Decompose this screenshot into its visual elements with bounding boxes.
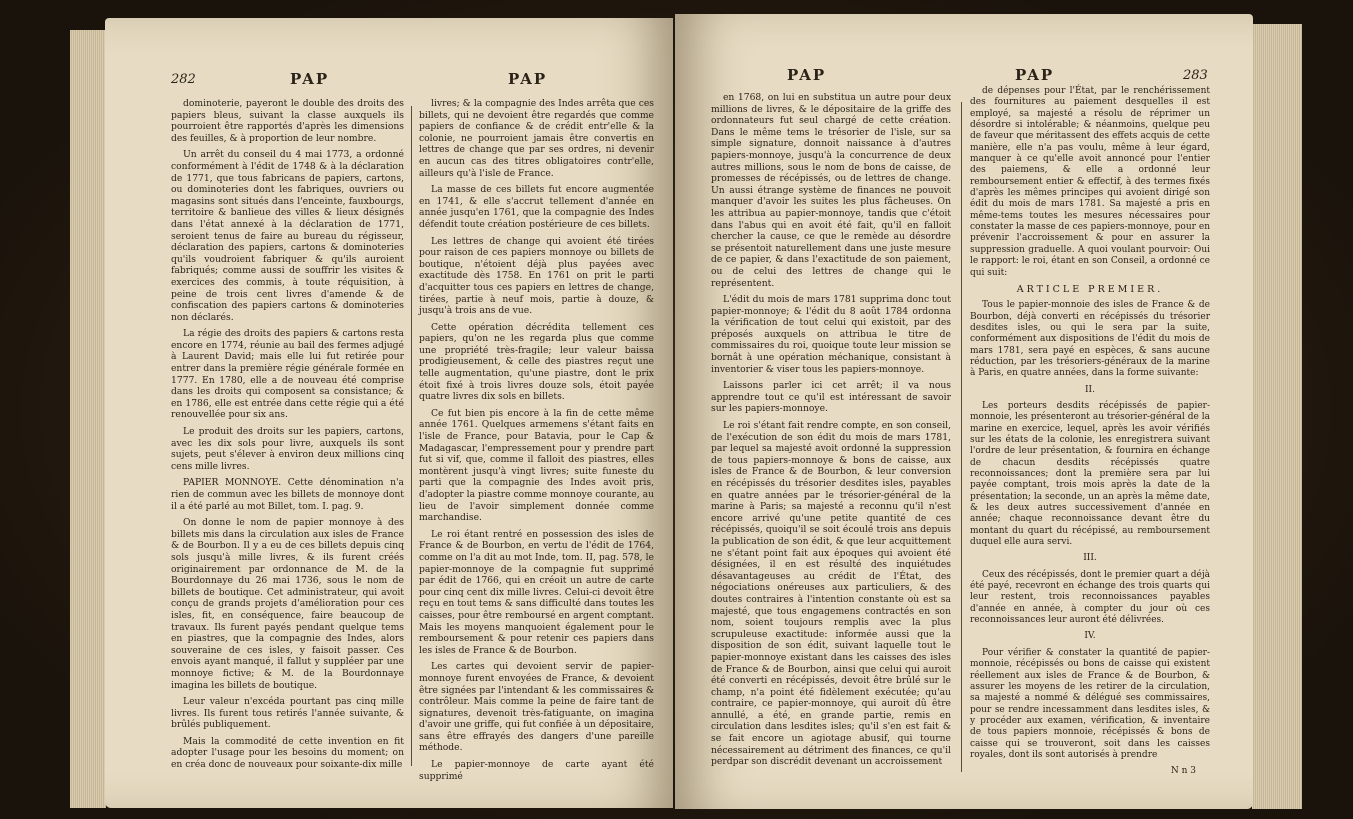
paragraph: Pour vérifier & constater la quantité de papier-monnoie, récépissés ou bons de caisse qui existent réellement aux isles de France & de Bourbon, & assurer les moyens de les retirer de la circulation, sa majesté a nommé & délégué ses commissaires, pour se rendre incessamment dans lesdites isles, & y procéder aux examen, vérification, & inventaire de tous papiers monnoie, récépissés & bons de caisse qui se trouveront, soit dans les caisses royales, dont ils sont autorisés à prendre: [970, 647, 1210, 760]
paragraph: Les porteurs desdits récépissés de papier-monnoie, les présenteront au trésorier-général de la marine en exercice, lequel, après les avoir vérifiés sur les états de la colonie, les enregistrera suivant l'ordre de leur présentation, & fournira en échange de chacun desdits récépissés quatre reconnoissances; dont la première sera par lui payée comptant, trois mois après la date de la présentation; la seconde, un an après la même date, & les deux autres successivement d'année en année; chaque reconnoissance devant être du montant du quart du récépissé, au remboursement duquel elle aura servi.: [970, 400, 1210, 548]
paragraph: Le roi étant rentré en possession des isles de France & de Bourbon, en vertu de l'édit de 1764, comme on l'a dit au mot Inde, tom. II, pag. 578, le papier-monnoye de la compagnie fut supprimé par édit de 1766, qui en créoit un autre de carte pour cinq cent dix mille livres. Celui-ci devoit être reçu en tout tems & sans difficulté dans toutes les caisses, pour être remboursé en argent comptant. Mais les moyens manquoient également pour le remboursement & pour retenir ces papiers dans les isles de France & de Bourbon.: [419, 528, 654, 656]
left-page: [105, 18, 673, 808]
paragraph: La régie des droits des papiers & cartons resta encore en 1774, réunie au bail des fermes adjugé à Laurent David; mais elle lui fut retirée pour entrer dans la première régie générale formée en 1777. En 1780, elle a de nouveau été comprise dans les droits qui composent sa consistance; & en 1786, elle est entrée dans cette régie qui a été renouvellée pour six ans.: [171, 328, 404, 421]
paragraph: Cette opération décrédita tellement ces papiers, qu'on ne les regarda plus que comme une propriété très-fragile; leur valeur baissa prodigieusement, & celle des piastres reçut une telle augmentation, qu'une piastre, dont le prix étoit fixé à trois livres douze sols, étoit payée quatre livres dix sols en billets.: [419, 321, 654, 403]
left-running-head-1: PAP: [290, 70, 330, 88]
left-page-edges: [70, 30, 106, 808]
paragraph: Le produit des droits sur les papiers, cartons, avec les dix sols pour livre, auxquels ils sont sujets, peut s'élever à environ deux millions cinq cens mille livres.: [171, 426, 404, 472]
column-rule: [411, 106, 412, 766]
paragraph: Le papier-monnoye de carte ayant été supprimé: [419, 759, 654, 782]
right-page-edges: [1252, 24, 1302, 809]
left-column-1: [171, 98, 404, 776]
paragraph: II.: [1085, 384, 1095, 395]
paragraph: de dépenses pour l'État, par le renchérissement des fournitures au paiement desquelles il est employé, sa majesté a résolu de réprimer un désordre si intolérable; & néanmoins, quelque peu de faveur que méritassent des effets acquis de cette manière, elle n'a pas voulu, même à leur égard, manquer à ce qu'elle avoit annoncé pour l'entier des paiemens, & elle a ordonné leur remboursement entier & effectif, à des termes fixés d'après les mêmes principes qui avoient dirigé son édit du mois de mars 1781. Sa majesté a pris en même-tems toutes les mesures nécessaires pour constater la masse de ces papiers-monnoye, pour en prévenir l'accroissement & pour en assurer la suppression graduelle. A quoi voulant pourvoir: Oui le rapport: le roi, étant en son Conseil, a ordonné ce qui suit:: [970, 86, 1210, 278]
paragraph: On donne le nom de papier monnoye à des billets mis dans la circulation aux isles de France & de Bourbon. Il y a eu de ces billets depuis cinq sols jusqu'à mille livres, & ils furent créés originairement par ordonnance de M. de la Bourdonnaye du 26 mai 1736, sous le nom de billets de boutique. Cet administrateur, qui avoit conçu de grands projets d'amélioration pour ces isles, fit, en conséquence, faire beaucoup de travaux. Ils furent payés pendant quelque tems en piastres, que la compagnie des Indes, alors souveraine de ces isles, y faisoit passer. Ces envois ayant manqué, il fallut y suppléer par une monnoye fictive; & M. de la Bourdonnaye imagina les billets de boutique.: [171, 517, 404, 691]
left-page-number: 282: [171, 72, 196, 87]
paragraph: PAPIER MONNOYE. Cette dénomination n'a rien de commun avec les billets de monnoye dont il a été parlé au mot Billet, tom. I. pag. 9.: [171, 477, 404, 512]
right-column-1: [711, 92, 951, 773]
paragraph: livres; & la compagnie des Indes arrêta que ces billets, qui ne devoient être regardés que comme papiers de confiance & de crédit entr'elle & la colonie, ne pourroient jamais être convertis en lettres de change que par ses ordres, ni devenir en aucun cas des titres obligatoires contr'elle, ailleurs qu'à l'isle de France.: [419, 98, 654, 179]
paragraph: Les lettres de change qui avoient été tirées pour raison de ces papiers monnoye ou billets de boutique, n'étoient déjà plus payées avec exactitude dès 1758. En 1761 on prit le parti d'acquitter tous ces papiers en lettres de change, tirées, partie à neuf mois, partie à douze, & jusqu'à trois ans de vue.: [419, 235, 654, 317]
paragraph: ARTICLE PREMIER.: [1016, 283, 1164, 295]
paragraph: Les cartes qui devoient servir de papier-monnoye furent envoyées de France, & devoient être signées par l'intendant & les commissaires & contrôleur. Mais comme la peine de faire tant de signatures, devenoit très-fatiguante, on imagina d'avoir une griffe, qui fut confiée à un dépositaire, sans être effrayés des dangers d'une pareille méthode.: [419, 661, 654, 754]
right-running-head-1: PAP: [787, 66, 827, 84]
paragraph: Laissons parler ici cet arrêt; il va nous apprendre tout ce qu'il est intéressant de savoir sur les papiers-monnoye.: [711, 380, 951, 415]
column-rule: [961, 102, 962, 772]
left-column-2: [419, 98, 654, 787]
paragraph: III.: [1083, 553, 1097, 564]
paragraph: Le roi s'étant fait rendre compte, en son conseil, de l'exécution de son édit du mois de mars 1781, par lequel sa majesté avoit ordonné la suppression de tous papiers-monnoye & bons de caisse, aux isles de France & de Bourbon, & leur conversion en récépissés du trésorier desdites isles, payables en quatre années par le trésorier-général de la marine à Paris; sa majesté a reconnu qu'il n'est encore arrivé qu'une petite quantité de ces récépissés, quoiqu'il se soit écoulé trois ans depuis la publication de son édit, & que leur acquittement ne s'étant point fait aux époques qui avoient été désignées, il en est résulté des inquiétudes désavantageuses au crédit de l'État, des négociations onéreuses aux particuliers, & des doutes contraires à l'intention constante où est sa majesté, que tous engagemens contractés en son nom, soient toujours remplis avec la plus scrupuleuse exactitude: informée aussi que la disposition de son édit, suivant laquelle tout le papier-monnoye existant dans les caisses des isles de France & de Bourbon, ainsi que celui qui auroit été converti en récépissés, devoit être brûlé sur le champ, n'a point été fidèlement exécutée; qu'au contraire, ce papier-monnoye, qui auroit dû être annullé, a été, en grande partie, remis en circulation dans lesdites isles; qu'il s'en est fait & se fait encore un agiotage abusif, qui tourne nécessairement au détriment des finances, ce qu'il perdpar son discrédit devenant un accroissement: [711, 420, 951, 768]
paragraph: Un arrêt du conseil du 4 mai 1773, a ordonné conformément à l'édit de 1748 & à la déclaration de 1771, que tous fabricans de papiers, cartons, ou dominoteries dont les fabriques, ouvriers ou magasins sont situés dans l'enceinte, fauxbourgs, territoire & banlieue des villes & lieux désignés dans l'état annexé à la déclaration de 1771, seroient tenus de faire au bureau du régisseur, déclaration des papiers, cartons & dominoteries qu'ils voudroient fabriquer & qu'ils auroient fabriqués; comme aussi de souffrir les visites & exercices des commis, à toute réquisition, à peine de trois cent livres d'amende & de confiscation des papiers cartons & dominoteries non déclarés.: [171, 149, 404, 323]
right-page-number: 283: [1183, 68, 1208, 83]
paragraph: IV.: [1084, 631, 1096, 642]
right-column-2: [970, 86, 1210, 783]
right-running-head-2: PAP: [1015, 66, 1055, 84]
paragraph: Ce fut bien pis encore à la fin de cette même année 1761. Quelques armemens s'étant faits en l'isle de France, pour Batavia, pour le Cap & Madagascar, l'empressement pour y prendre part fut si vif, que, comme il falloit des piastres, elles montèrent jusqu'à vingt livres; suite funeste du parti que la compagnie des Indes avoit pris, d'adopter la piastre comme monnoye courante, au lieu de l'avoir simplement donnée comme marchandise.: [419, 407, 654, 524]
paragraph: Tous le papier-monnoie des isles de France & de Bourbon, déjà converti en récépissés du trésorier desdites isles, ou qui le sera par la suite, conformément aux dispositions de l'édit du mois de mars 1781, sera payé en espèces, & sans aucune réduction, par les trésoriers-généraux de la marine à Paris, en quatre années, dans la forme suivante:: [970, 300, 1210, 379]
paragraph: Leur valeur n'excéda pourtant pas cinq mille livres. Ils furent tous retirés l'année suivante, & brûlés publiquement.: [171, 696, 404, 731]
right-page: [675, 14, 1253, 809]
paragraph: L'édit du mois de mars 1781 supprima donc tout papier-monnoye; & l'édit du 8 août 1784 ordonna la vérification de tout celui qui existoit, par des préposés auxquels on attribua le titre de commissaires du roi, quoique toute leur mission se bornât à une opération méchanique, consistant à inventorier & viser tous les papiers-monnoye.: [711, 294, 951, 375]
paragraph: La masse de ces billets fut encore augmentée en 1741, & elle s'accrut tellement d'année en année jusqu'en 1761, que la compagnie des Indes défendit toute création postérieure de ces billets.: [419, 184, 654, 230]
paragraph: dominoterie, payeront le double des droits des papiers bleus, suivant la classe auxquels ils pourroient être rapportés d'après les dimensions des feuilles, & à proportion de leur nombre.: [171, 98, 404, 144]
signature-mark: N n 3: [1170, 766, 1196, 777]
paragraph: Ceux des récépissés, dont le premier quart a déjà été payé, recevront en échange des trois quarts qui leur restent, trois reconnoissances payables d'année en année, à compter du jour où ces reconnoissances leur auront été délivrées.: [970, 569, 1210, 626]
left-running-head-2: PAP: [508, 70, 548, 88]
paragraph: en 1768, on lui en substitua un autre pour deux millions de livres, & le dépositaire de la griffe des ordonnateurs fut seul chargé de cette création. Dans le même tems le trésorier de l'isle, sur sa simple signature, donnoit naissance à d'autres papiers-monnoye, jusqu'à la concurrence de deux autres millions, sous le nom de bons de caisse, de promesses de récépissés, ou de lettres de change. Un aussi étrange système de finances ne pouvoit manquer d'avoir les suites les plus fâcheuses. On les attribua au papier-monnoye, tandis que c'étoit dans l'abus qui en avoit été fait, qu'il en falloit chercher la cause, ce que le remède au désordre se présentoit naturellement dans une juste mesure de ce papier, & dans l'exactitude de son paiement, ou de celui des lettres de change qui le représentent.: [711, 92, 951, 289]
paragraph: Mais la commodité de cette invention en fit adopter l'usage pour les besoins du moment; on en créa donc de nouveaux pour soixante-dix mille: [171, 735, 404, 771]
